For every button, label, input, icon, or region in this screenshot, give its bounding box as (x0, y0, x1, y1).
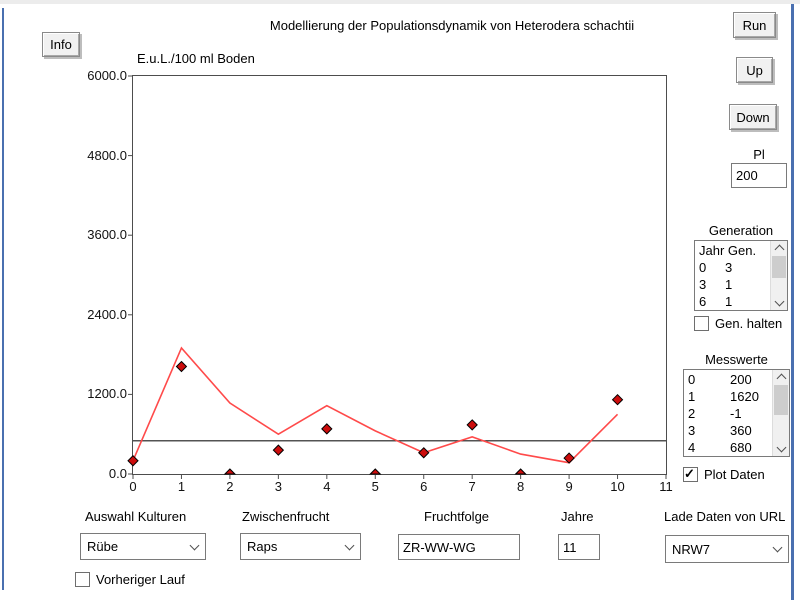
list-item[interactable]: 0 3 (699, 260, 733, 275)
x-tick-label: 7 (468, 479, 476, 494)
lade-url-select[interactable] (665, 535, 789, 563)
y-tick-label: 3600.0 (87, 227, 127, 243)
measured-point (273, 445, 283, 455)
x-tick-label: 1 (177, 479, 186, 494)
kulturen-select[interactable] (80, 533, 206, 560)
fruchtfolge-input[interactable] (398, 534, 520, 560)
measured-point (613, 395, 623, 405)
x-tick-label: 3 (274, 479, 282, 494)
list-item[interactable]: 2 -1 (688, 406, 742, 421)
messwerte-scrollbar[interactable] (772, 370, 789, 456)
measured-point (419, 448, 429, 458)
list-item[interactable]: 4 680 (688, 440, 752, 455)
measured-point (128, 456, 138, 466)
plot-daten-row (683, 467, 765, 482)
window-border-left (2, 8, 4, 590)
scroll-down-icon[interactable] (771, 296, 787, 310)
list-item[interactable]: 1 1620 (688, 389, 759, 404)
x-tick-label: 10 (610, 479, 625, 494)
zwischenfrucht-label: Zwischenfrucht (242, 509, 330, 524)
window-border-right (791, 4, 794, 600)
lade-url-value: NRW7 (672, 541, 711, 557)
chevron-down-icon (190, 540, 200, 550)
x-tick-label: 8 (517, 479, 525, 494)
y-tick-label: 4800.0 (87, 147, 127, 163)
page-title: Modellierung der Populationsdynamik von Heterodera schachtii (269, 18, 635, 33)
vorheriger-lauf-row (75, 572, 185, 587)
kulturen-value: Rübe (87, 539, 119, 554)
generation-listbox[interactable] (694, 240, 788, 311)
jahre-label: Jahre (561, 509, 594, 524)
fruchtfolge-label: Fruchtfolge (424, 509, 490, 524)
y-tick-label: 2400.0 (87, 306, 127, 322)
chevron-down-icon (773, 543, 783, 553)
generation-label: Generation (708, 223, 774, 238)
measured-point (467, 420, 477, 430)
info-button[interactable]: Info (42, 32, 80, 57)
gen-halten-label: Gen. halten (715, 316, 783, 331)
y-tick-label: 0.0 (108, 466, 127, 481)
jahre-input[interactable] (558, 534, 600, 560)
list-item[interactable]: 6 1 (699, 294, 733, 309)
messwerte-label: Messwerte (705, 352, 768, 367)
y-tick-label: 1200.0 (87, 386, 127, 402)
measured-point (370, 469, 380, 474)
chevron-down-icon (345, 540, 355, 550)
up-button[interactable]: Up (736, 57, 773, 83)
plot-area (87, 68, 673, 494)
down-button[interactable]: Down (729, 104, 777, 130)
y-tick-label: 6000.0 (87, 68, 127, 83)
measured-point (516, 469, 526, 474)
measured-point (176, 362, 186, 372)
list-item[interactable]: 0 200 (688, 372, 752, 387)
scrollbar-thumb[interactable] (772, 256, 786, 278)
window-top-strip (0, 0, 800, 4)
x-tick-label: 11 (659, 479, 673, 494)
gen-halten-checkbox[interactable] (694, 316, 709, 331)
plot-daten-checkbox[interactable] (683, 467, 698, 482)
chart-axis-title: E.u.L./100 ml Boden (137, 51, 255, 66)
plot-daten-label: Plot Daten (704, 467, 765, 482)
scrollbar-thumb[interactable] (774, 385, 788, 415)
run-button[interactable]: Run (733, 12, 776, 38)
vorheriger-lauf-label: Vorheriger Lauf (96, 572, 185, 587)
gen-halten-row (694, 316, 782, 331)
pi-input[interactable] (731, 163, 787, 188)
x-tick-label: 6 (420, 479, 428, 494)
generation-header-row: Jahr Gen. (699, 243, 757, 258)
x-tick-label: 0 (129, 479, 137, 494)
list-item[interactable]: 3 1 (699, 277, 733, 292)
scroll-up-icon[interactable] (773, 370, 789, 384)
measured-point (225, 469, 235, 474)
x-tick-label: 4 (323, 479, 331, 494)
x-tick-label: 2 (226, 479, 234, 494)
zwischenfrucht-select[interactable] (240, 533, 361, 560)
scroll-up-icon[interactable] (771, 241, 787, 255)
list-item[interactable]: 3 360 (688, 423, 752, 438)
measured-point (322, 424, 332, 434)
x-tick-label: 5 (371, 479, 379, 494)
model-line (133, 348, 618, 463)
x-tick-label: 9 (565, 479, 573, 494)
pi-label: Pl (753, 147, 765, 162)
messwerte-listbox[interactable] (683, 369, 790, 457)
vorheriger-lauf-checkbox[interactable] (75, 572, 90, 587)
kulturen-label: Auswahl Kulturen (85, 509, 187, 524)
zwischenfrucht-value: Raps (247, 539, 278, 554)
lade-url-label: Lade Daten von URL (664, 509, 786, 524)
generation-scrollbar[interactable] (770, 241, 787, 310)
scroll-down-icon[interactable] (773, 442, 789, 456)
